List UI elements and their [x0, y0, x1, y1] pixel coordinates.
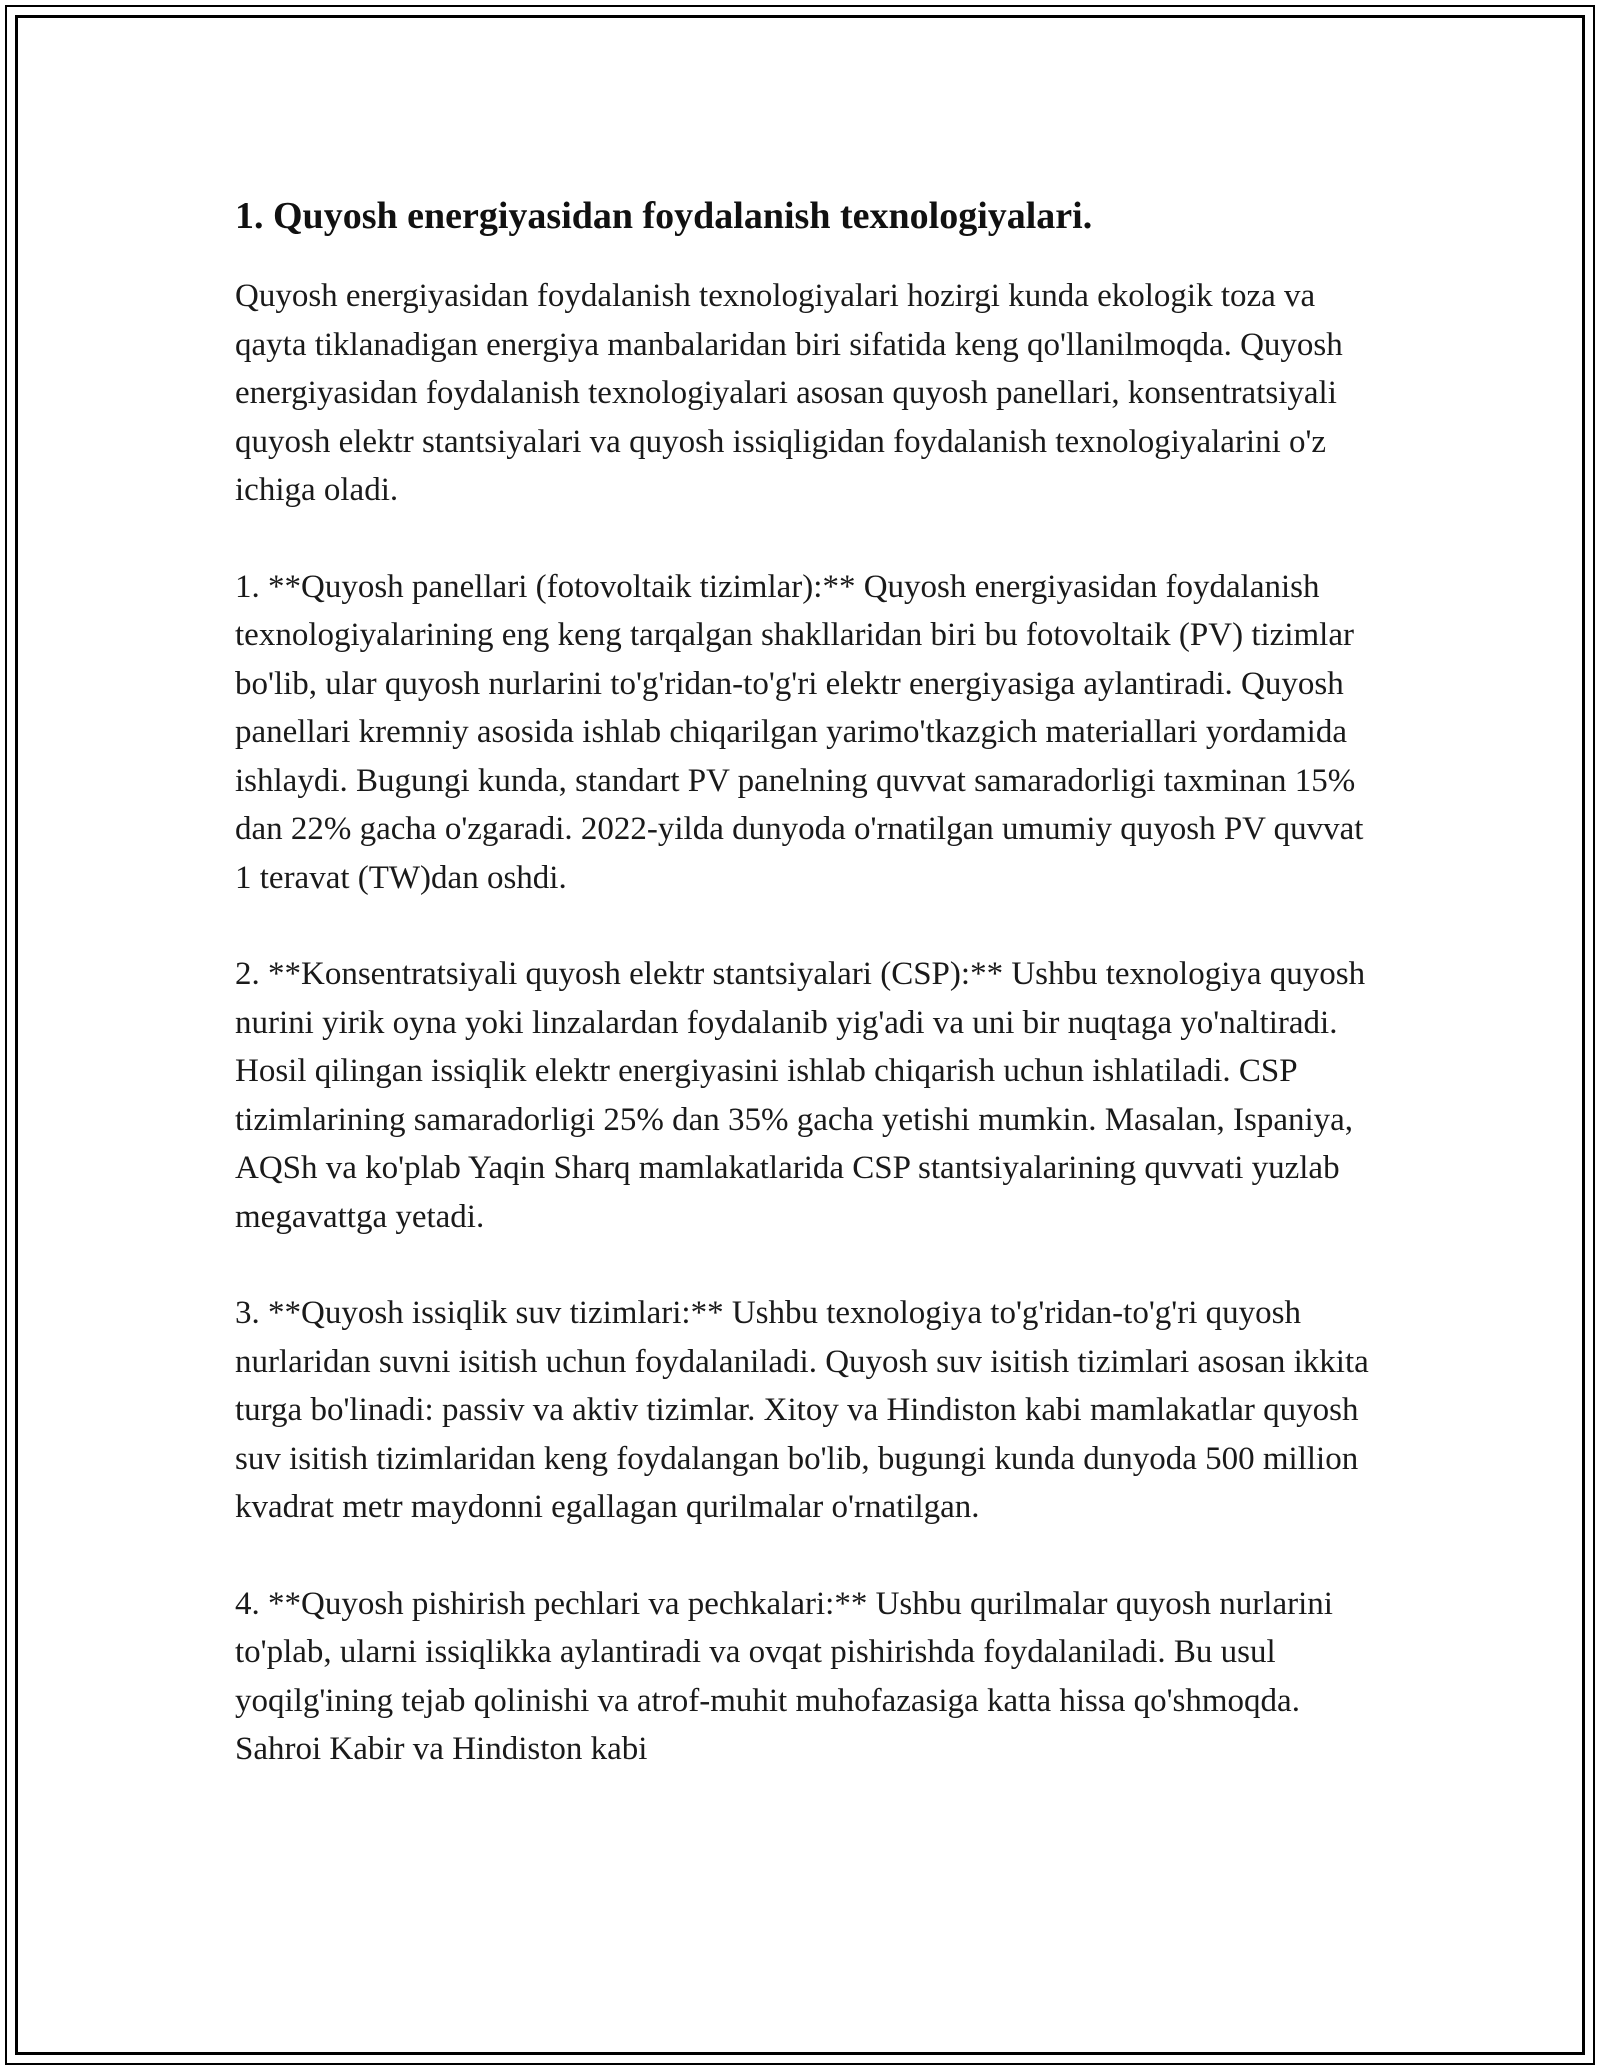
section-heading: 1. Quyosh energiyasidan foydalanish texnologiyalari.: [235, 195, 1093, 237]
paragraph-solar-panels: 1. **Quyosh panellari (fotovoltaik tizimlar):** Quyosh energiyasidan foydalanish texnologiyalarining eng keng tarqalgan shakllaridan biri bu fotovoltaik (PV) tizimlar bo'lib, ular quyosh nurlarini to'g'ridan-to'g'ri elektr energiyasiga aylantiradi. Quyosh panellari kremniy asosida ishlab chiqarilgan yarimo'tkazgich materiallari yordamida ishlaydi. Bugungi kunda, standart PV panelning quvvat samaradorligi taxminan 15% dan 22% gacha o'zgaradi. 2022-yilda dunyoda o'rnatilgan umumiy quyosh PV quvvat 1 teravat (TW)dan oshdi.: [235, 568, 1364, 896]
paragraph-intro: Quyosh energiyasidan foydalanish texnologiyalari hozirgi kunda ekologik toza va qayta tiklanadigan energiya manbalaridan biri sifatida keng qo'llanilmoqda. Quyosh energiyasidan foydalanish texnologiyalari asosan quyosh panellari, konsentratsiyali quyosh elektr stantsiyalari va quyosh issiqligidan foydalanish texnologiyalarini o'z ichiga oladi.: [235, 278, 1343, 508]
paragraph-csp: 2. **Konsentratsiyali quyosh elektr stantsiyalari (CSP):** Ushbu texnologiya quyosh nurini yirik oyna yoki linzalardan foydalanib yig'adi va uni bir nuqtaga yo'naltiradi. Hosil qilingan issiqlik elektr energiyasini ishlab chiqarish uchun ishlatiladi. CSP tizimlarining samaradorligi 25% dan 35% gacha yetishi mumkin. Masalan, Ispaniya, AQSh va ko'plab Yaqin Sharq mamlakatlarida CSP stantsiyalarining quvvati yuzlab megavattga yetadi.: [235, 956, 1366, 1235]
paragraph-solar-cookers: 4. **Quyosh pishirish pechlari va pechkalari:** Ushbu qurilmalar quyosh nurlarini to'plab, ularni issiqlikka aylantiradi va ovqat pishirishda foydalaniladi. Bu usul yoqilg'ining tejab qolinishi va atrof-muhit muhofazasiga katta hissa qo'shmoqda. Sahroi Kabir va Hindiston kabi: [235, 1585, 1333, 1767]
document-body: [235, 188, 1375, 1822]
paragraph-solar-water-heating: 3. **Quyosh issiqlik suv tizimlari:** Ushbu texnologiya to'g'ridan-to'g'ri quyosh nurlaridan suvni isitish uchun foydalaniladi. Quyosh suv isitish tizimlari asosan ikkita turga bo'linadi: passiv va aktiv tizimlar. Xitoy va Hindiston kabi mamlakatlar quyosh suv isitish tizimlaridan keng foydalangan bo'lib, bugungi kunda dunyoda 500 million kvadrat metr maydonni egallagan qurilmalar o'rnatilgan.: [235, 1295, 1369, 1525]
